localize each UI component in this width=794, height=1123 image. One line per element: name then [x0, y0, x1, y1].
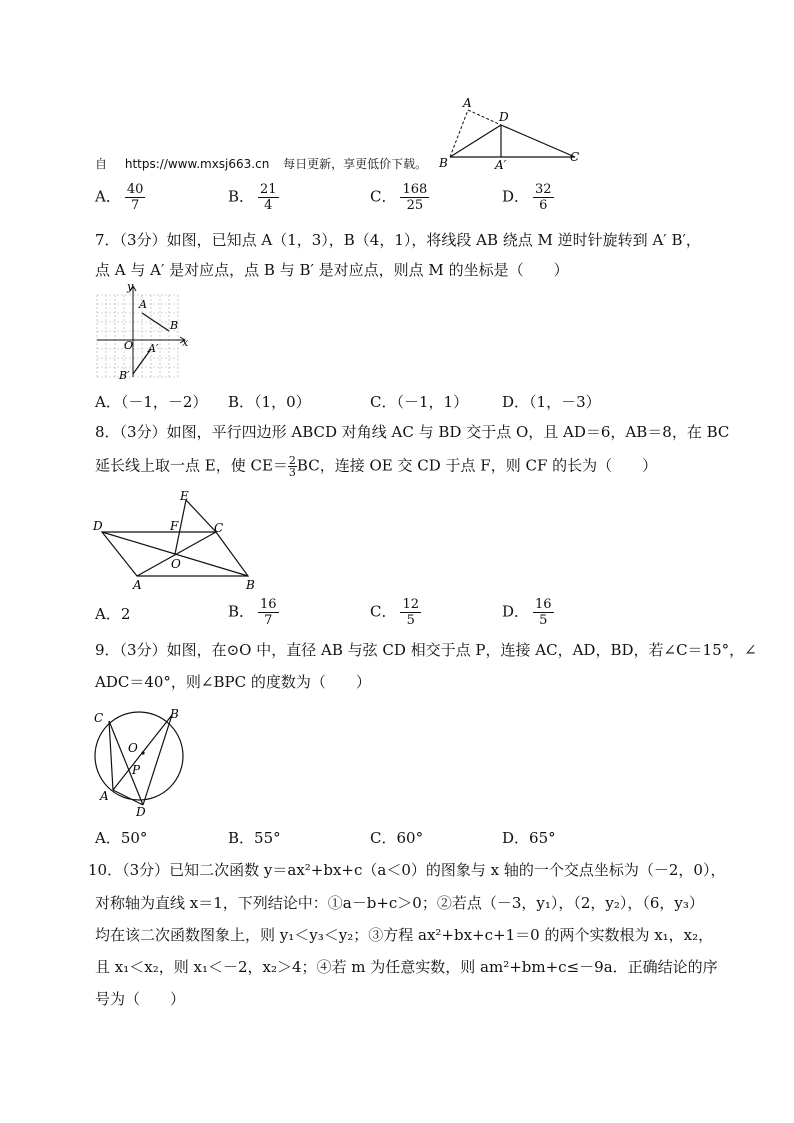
q6-option-a[interactable]: A． $\frac{40}{7}$: [95, 182, 144, 213]
label-O: O: [171, 557, 181, 571]
watermark-suffix: 每日更新，享更低价下载。: [283, 157, 428, 171]
label-A-prime: A′: [495, 158, 507, 170]
q10-stem-line4: 且 x₁＜x₂，则 x₁＜－2，x₂＞4；④若 m 为任意实数，则 am²+bm+c≤－9a．正确结论的序: [95, 958, 718, 976]
q8-stem-line1: 8．（3分）如图，平行四边形 ABCD 对角线 AC 与 BD 交于点 O，且 AD＝6，AB＝8，在 BC: [95, 423, 730, 441]
q9-option-b[interactable]: B．55°: [228, 829, 281, 847]
label-C: C: [94, 711, 104, 725]
label-B: B: [246, 578, 255, 592]
q9-stem-line2: ADC＝40°，则∠BPC 的度数为（ ）: [95, 673, 371, 691]
label-E: E: [180, 489, 189, 503]
label-A: A: [133, 578, 142, 592]
label-A: A: [463, 96, 472, 110]
q8-option-c[interactable]: C． $\frac{12}{5}$: [370, 597, 420, 628]
q10-stem-line2: 对称轴为直线 x＝1，下列结论中：①a－b+c＞0；②若点（－3，y₁），（2，y₂），（6，y₃）: [95, 894, 704, 912]
axis-x-label: x: [182, 336, 189, 349]
q7-option-d[interactable]: D．（1，－3）: [502, 393, 601, 411]
label-D: D: [499, 110, 509, 124]
label-C: C: [570, 150, 580, 164]
q10-stem-line3: 均在该二次函数图象上，则 y₁＜y₃＜y₂；③方程 ax²+bx+c+1＝0 的两个实数根为 x₁，x₂，: [95, 926, 714, 944]
point-A-label: A: [139, 298, 147, 311]
q8-option-d[interactable]: D． $\frac{16}{5}$: [502, 597, 552, 628]
label-B: B: [170, 707, 179, 721]
point-A-prime-label: A′: [148, 342, 159, 355]
origin-O-label: O: [124, 339, 134, 352]
q7-option-a[interactable]: A．（－1，－2）: [95, 393, 208, 411]
q7-stem-line2: 点 A 与 A′ 是对应点，点 B 与 B′ 是对应点，则点 M 的坐标是（ ）: [95, 261, 569, 279]
label-D: D: [93, 519, 103, 533]
q7-stem-line1: 7．（3分）如图，已知点 A（1，3），B（4，1），将线段 AB 绕点 M 逆时针旋转到 A′ B′，: [95, 231, 701, 249]
point-B-prime-label: B′: [119, 369, 130, 382]
q8-option-b[interactable]: B． $\frac{16}{7}$: [228, 597, 277, 628]
label-D: D: [136, 805, 146, 818]
label-B: B: [439, 156, 448, 170]
watermark-line: [95, 155, 427, 172]
top-triangle-figure: [435, 95, 585, 170]
q9-option-a[interactable]: A．50°: [95, 829, 148, 847]
q7-option-c[interactable]: C．（－1，1）: [370, 393, 469, 411]
label-P: P: [132, 763, 141, 777]
q9-option-c[interactable]: C．60°: [370, 829, 424, 847]
q6-option-c[interactable]: C． $\frac{168}{25}$: [370, 182, 428, 213]
q6-option-b[interactable]: B． $\frac{21}{4}$: [228, 182, 277, 213]
label-F: F: [170, 519, 179, 533]
q9-circle-figure: [88, 700, 198, 818]
q7-option-b[interactable]: B．（1，0）: [228, 393, 311, 411]
label-C: C: [214, 521, 224, 535]
q10-stem-line5: 号为（ ）: [95, 990, 186, 1008]
q10-stem-line1: 10．（3分）已知二次函数 y＝ax²+bx+c（a＜0）的图象与 x 轴的一个交点坐标为（－2，0），: [88, 861, 726, 879]
watermark-url[interactable]: https://www.mxsj663.cn: [124, 157, 270, 171]
label-A: A: [100, 789, 109, 803]
q6-option-d[interactable]: D． $\frac{32}{6}$: [502, 182, 552, 213]
point-B-label: B: [170, 319, 179, 332]
q7-grid-figure: [92, 282, 192, 384]
q8-stem-line2: 延长线上取一点 E，使 CE＝ $\frac{2}{3}$ BC，连接 OE 交 CD 于点 F，则 CF 的长为（ ）: [95, 454, 658, 479]
q9-stem-line1: 9．（3分）如图，在⊙O 中，直径 AB 与弦 CD 相交于点 P，连接 AC，AD，BD，若∠C＝15°，∠: [95, 641, 757, 659]
q8-option-a[interactable]: A．2: [95, 605, 131, 623]
q8-parallelogram-figure: [90, 488, 270, 593]
q9-option-d[interactable]: D．65°: [502, 829, 556, 847]
watermark-prefix: 自: [95, 157, 108, 171]
axis-y-label: y: [127, 282, 134, 293]
label-O: O: [128, 741, 138, 755]
